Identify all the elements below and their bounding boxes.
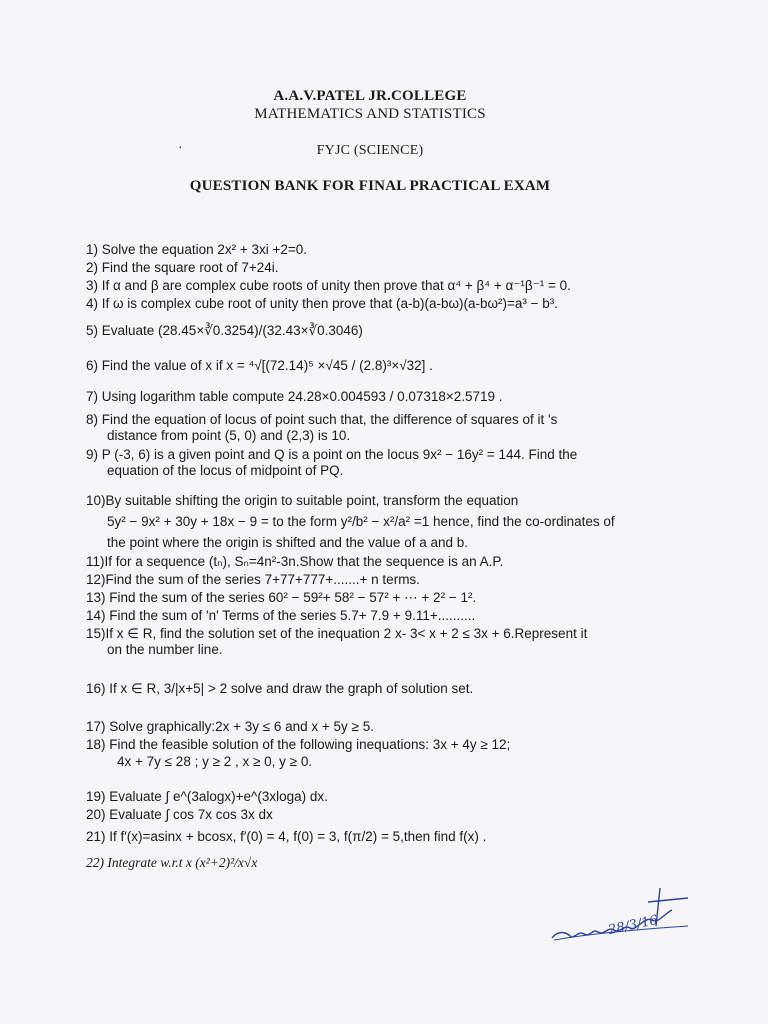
question-10: 10)By suitable shifting the origin to suitable point, transform the equation bbox=[86, 493, 519, 508]
exam-title: QUESTION BANK FOR FINAL PRACTICAL EXAM bbox=[189, 178, 551, 194]
question-8: 8) Find the equation of locus of point such that, the difference of squares of it 's bbox=[86, 412, 558, 427]
signature bbox=[548, 880, 698, 950]
question-11: 11)If for a sequence (tₙ), Sₙ=4n²-3n.Show that the sequence is an A.P. bbox=[86, 554, 504, 569]
question-9: 9) P (-3, 6) is a given point and Q is a point on the locus 9x² − 16y² = 144. Find the bbox=[86, 447, 578, 462]
question-20: 20) Evaluate ∫ cos 7x cos 3x dx bbox=[86, 807, 273, 822]
question-19: 19) Evaluate ∫ e^(3alogx)+e^(3xloga) dx. bbox=[86, 789, 328, 804]
question-4: 4) If ω is complex cube root of unity then prove that (a-b)(a-bω)(a-bω²)=a³ − b³. bbox=[86, 296, 559, 311]
class-label: FYJC (SCIENCE) bbox=[316, 143, 424, 158]
signature-date: 28/3/16 bbox=[606, 912, 660, 939]
question-17: 17) Solve graphically:2x + 3y ≤ 6 and x + 5y ≥ 5. bbox=[86, 719, 374, 734]
question-7: 7) Using logarithm table compute 24.28×0.004593 / 0.07318×2.5719 . bbox=[86, 389, 503, 404]
question-13: 13) Find the sum of the series 60² − 59²+ 58² − 57² + ⋯ + 2² − 1². bbox=[86, 590, 477, 605]
subject-title: MATHEMATICS AND STATISTICS bbox=[254, 106, 486, 122]
question-1: 1) Solve the equation 2x² + 3xi +2=0. bbox=[86, 242, 308, 257]
question-8-continued: distance from point (5, 0) and (2,3) is 10. bbox=[107, 428, 351, 443]
question-18: 18) Find the feasible solution of the following inequations: 3x + 4y ≥ 12; bbox=[86, 737, 511, 752]
question-10-continued: 5y² − 9x² + 30y + 18x − 9 = to the form y²/b² − x²/a² =1 hence, find the co-ordinates of bbox=[107, 514, 615, 529]
question-5: 5) Evaluate (28.45×∛0.3254)/(32.43×∛0.3046) bbox=[86, 323, 363, 338]
college-name: A.A.V.PATEL JR.COLLEGE bbox=[273, 88, 467, 104]
question-12: 12)Find the sum of the series 7+77+777+.......+ n terms. bbox=[86, 572, 420, 587]
question-15: 15)If x ∈ R, find the solution set of the inequation 2 x- 3< x + 2 ≤ 3x + 6.Represent it bbox=[86, 626, 588, 641]
question-2: 2) Find the square root of 7+24i. bbox=[86, 260, 279, 275]
question-9-continued: equation of the locus of midpoint of PQ. bbox=[107, 463, 344, 478]
question-15-continued: on the number line. bbox=[107, 642, 223, 657]
question-3: 3) If α and β are complex cube roots of unity then prove that α⁴ + β⁴ + α⁻¹β⁻¹ = 0. bbox=[86, 278, 571, 293]
question-21: 21) If f′(x)=asinx + bcosx, f′(0) = 4, f(0) = 3, f(π/2) = 5,then find f(x) . bbox=[86, 829, 487, 844]
document-page: A.A.V.PATEL JR.COLLEGE MATHEMATICS AND STATISTICS FYJC (SCIENCE) · QUESTION BANK FOR FINAL PRACTICAL EXAM 1) Solve the equation 2x² + 3xi +2=0. 2) Find the square root of 7+24i. 3) If α and β are complex cube roots of unity then prove that α⁴ + β⁴ + α⁻¹β⁻¹ = 0. 4) If ω is complex cube root of unity then prove that (a-b)(a-bω)(a-bω²)=a³ − b³. 5) Evaluate (28.45×∛0.3254)/(32.43×∛0.3046) 6) Find the value of x if x = ⁴√[(72.14)⁵ ×√45 / (2.8)³×√32] . 7) Using logarithm table compute 24.28×0.004593 / 0.07318×2.5719 . 8) Find the equation of locus of point such that, the difference of squares of it 's distance from point (5, 0) and (2,3) is 10. 9) P (-3, 6) is a given point and Q is a point on the locus 9x² − 16y² = 144. Find the equation of the locus of midpoint of PQ. 10)By suitable shifting the origin to suitable point, transform the equation 5y² − 9x² + 30y + 18x − 9 = to the form y²/b² − x²/a² =1 hence, find the co-ordinates of the point where the origin is shifted and the value of a and b. 11)If for a sequence (tₙ), Sₙ=4n²-3n.Show that the sequence is an A.P. 12)Find the sum of the series 7+77+777+.......+ n terms. 13) Find the sum of the series 60² − 59²+ 58² − 57² + ⋯ + 2² − 1². 14) Find the sum of 'n' Terms of the series 5.7+ 7.9 + 9.11+.......... 15)If x ∈ R, find the solution set of the inequation 2 x- 3< x + 2 ≤ 3x + 6.Represent it on the number line. 16) If x ∈ R, 3/|x+5| > 2 solve and draw the graph of solution set. 17) Solve graphically:2x + 3y ≤ 6 and x + 5y ≥ 5. 18) Find the feasible solution of the following inequations: 3x + 4y ≥ 12; 4x + 7y ≤ 28 ; y ≥ 2 , x ≥ 0, y ≥ 0. 19) Evaluate ∫ e^(3alogx)+e^(3xloga) dx. 20) Evaluate ∫ cos 7x cos 3x dx 21) If f′(x)=asinx + bcosx, f′(0) = 4, f(0) = 3, f(π/2) = 5,then find f(x) . 22) Integrate w.r.t x (x²+2)²/x√x 28/3/16 bbox=[0, 0, 768, 1024]
question-16: 16) If x ∈ R, 3/|x+5| > 2 solve and draw the graph of solution set. bbox=[86, 681, 474, 696]
question-6: 6) Find the value of x if x = ⁴√[(72.14)⁵ ×√45 / (2.8)³×√32] . bbox=[86, 358, 433, 373]
question-14: 14) Find the sum of 'n' Terms of the series 5.7+ 7.9 + 9.11+.......... bbox=[86, 608, 476, 623]
question-22: 22) Integrate w.r.t x (x²+2)²/x√x bbox=[86, 855, 258, 870]
question-10-continued-2: the point where the origin is shifted and the value of a and b. bbox=[107, 535, 468, 550]
question-18-continued: 4x + 7y ≤ 28 ; y ≥ 2 , x ≥ 0, y ≥ 0. bbox=[117, 754, 313, 769]
